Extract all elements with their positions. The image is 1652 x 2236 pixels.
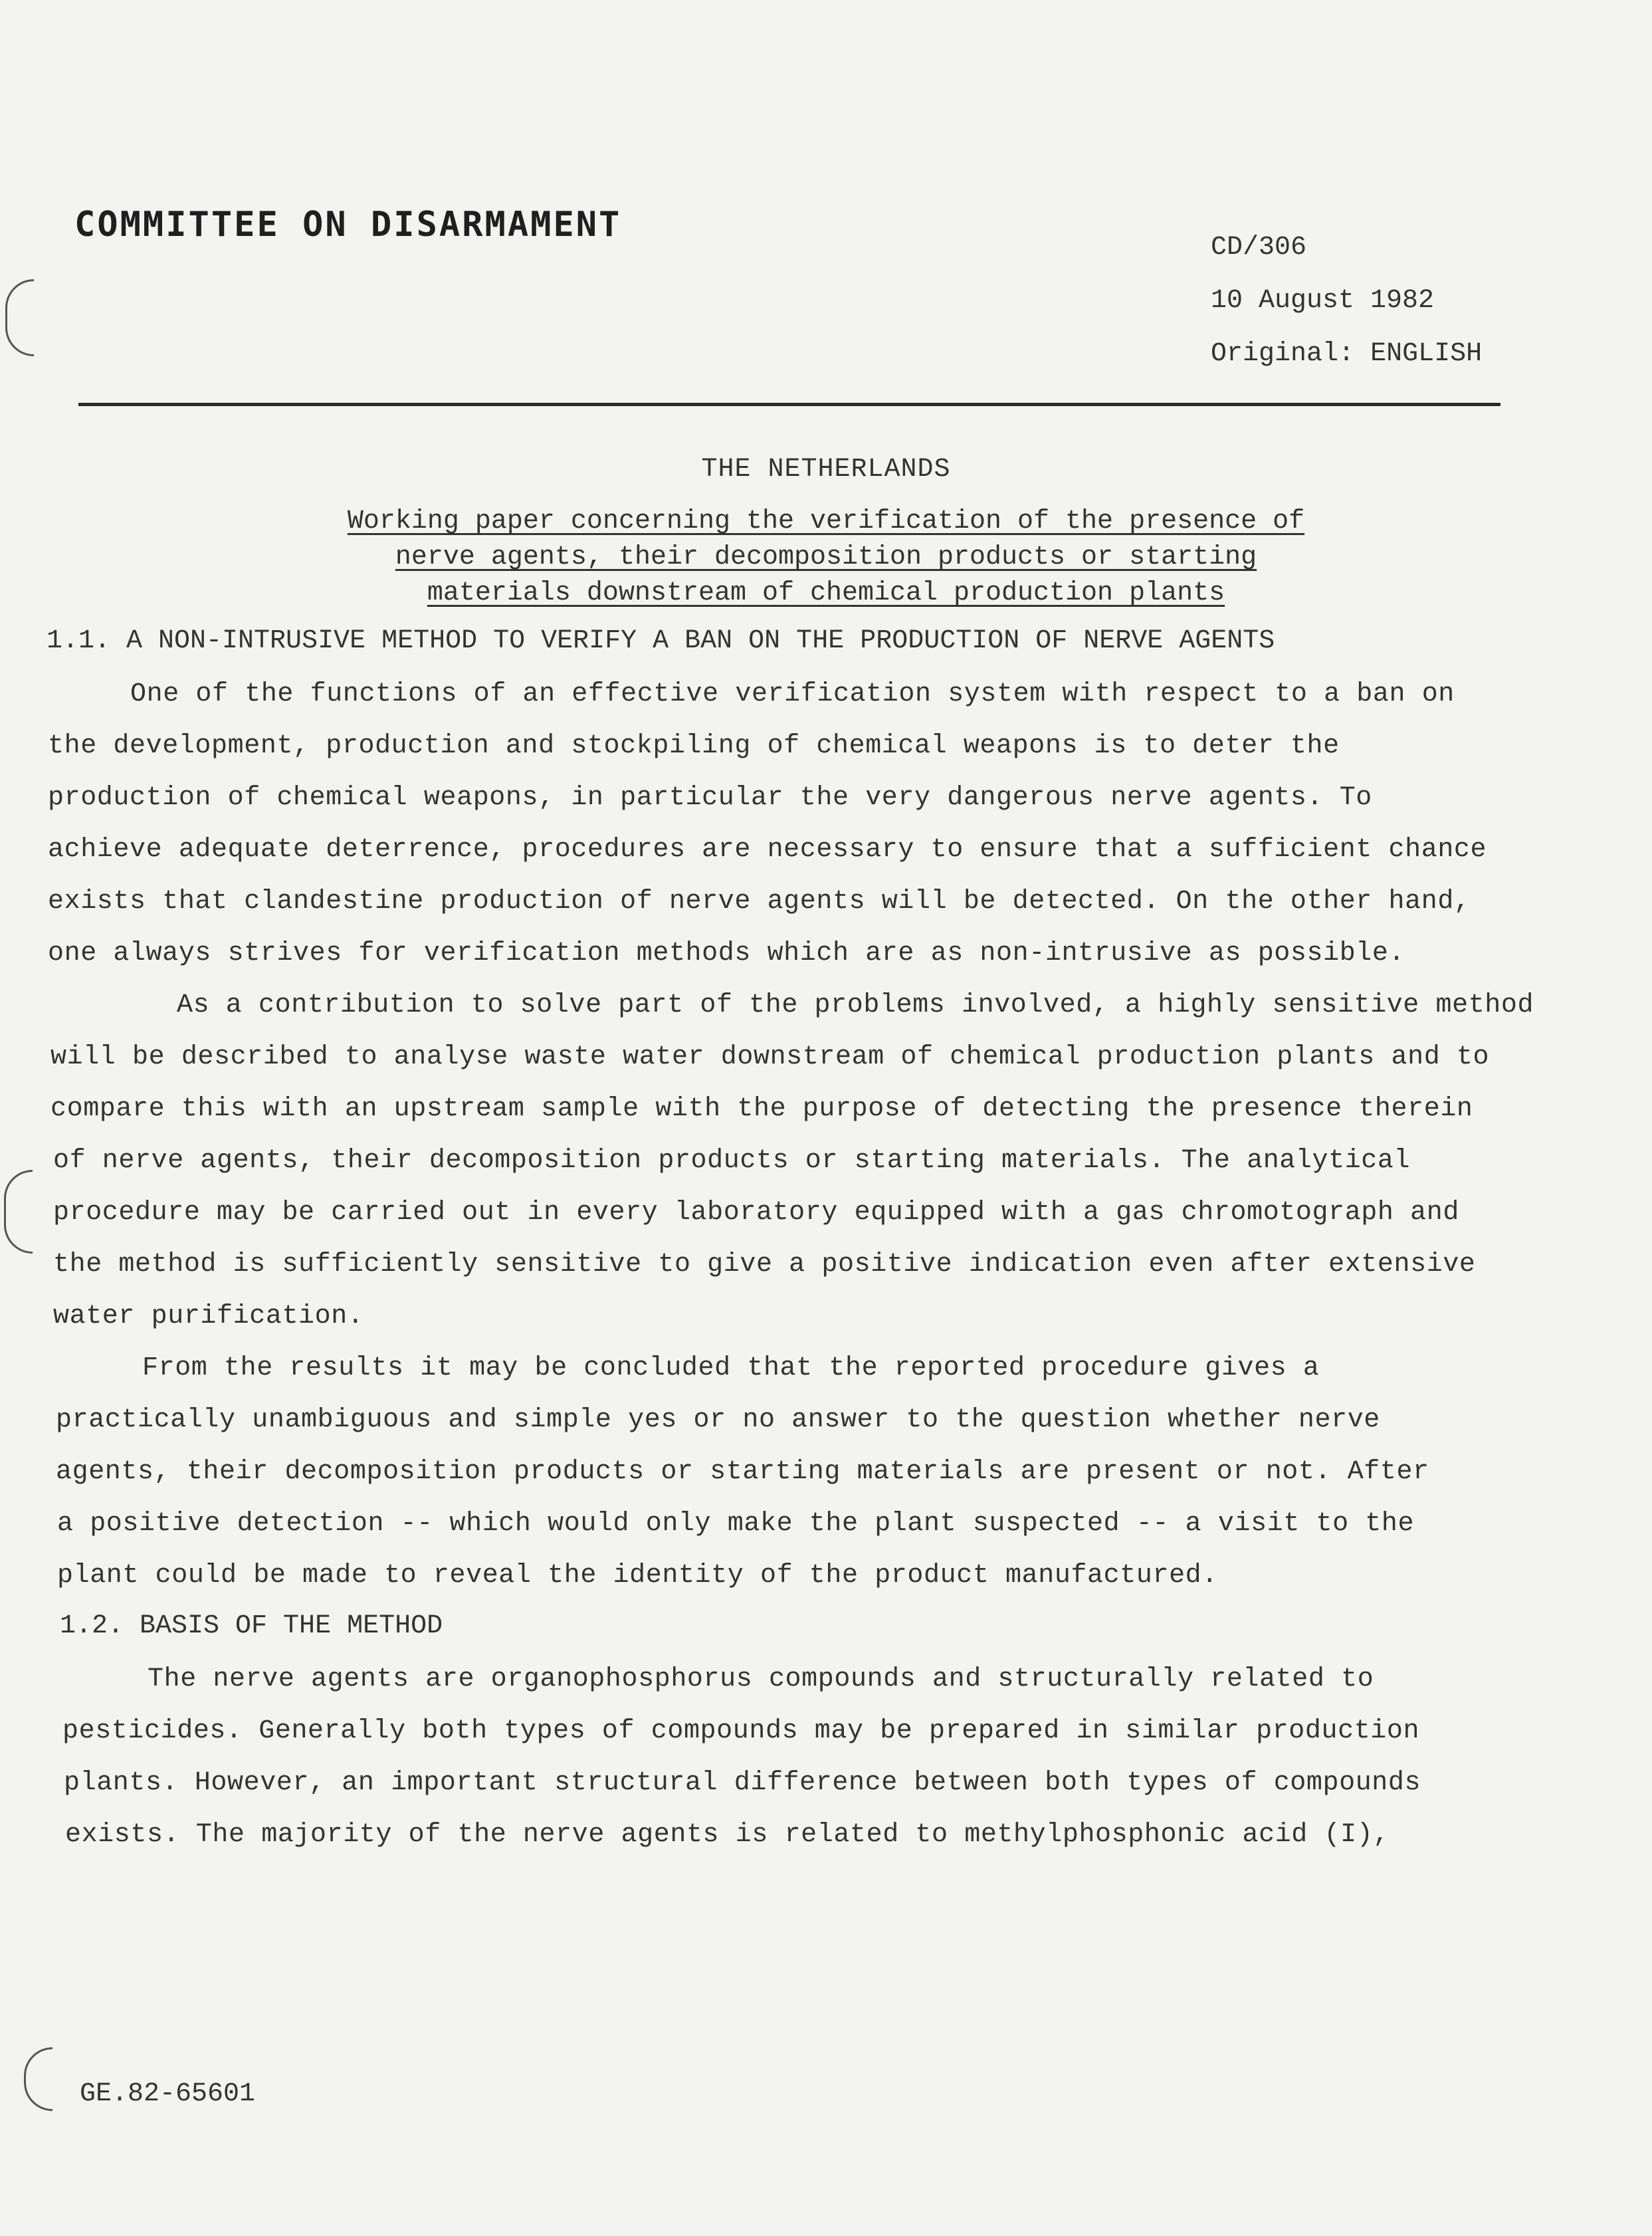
text-line: achieve adequate deterrence, procedures are necessary to ensure that a sufficient chance <box>48 835 1487 865</box>
text-line: water purification. <box>53 1301 364 1331</box>
country-heading: THE NETHERLANDS <box>701 455 951 485</box>
text-line: exists. The majority of the nerve agents is related to methylphosphonic acid (I), <box>65 1820 1390 1850</box>
title-line: materials downstream of chemical production plants <box>427 578 1225 608</box>
title-line: nerve agents, their decomposition products or starting <box>395 542 1257 572</box>
text-line: agents, their decomposition products or starting materials are present or not. After <box>56 1457 1429 1487</box>
header-rule <box>78 403 1500 406</box>
text-line: of nerve agents, their decomposition products or starting materials. The analytical <box>53 1146 1411 1176</box>
text-line: One of the functions of an effective verification system with respect to a ban on <box>130 679 1455 709</box>
text-line: production of chemical weapons, in particular the very dangerous nerve agents. To <box>48 783 1372 813</box>
text-line: plants. However, an important structural difference between both types of compounds <box>64 1768 1421 1798</box>
text-line: procedure may be carried out in every laboratory equipped with a gas chromotograph and <box>53 1198 1459 1228</box>
text-line: plant could be made to reveal the identity of the product manufactured. <box>57 1561 1218 1591</box>
text-line: pesticides. Generally both types of compounds may be prepared in similar production <box>62 1716 1420 1746</box>
text-line: a positive detection -- which would only make the plant suspected -- a visit to the <box>57 1509 1415 1539</box>
section-heading: 1.1. A NON-INTRUSIVE METHOD TO VERIFY A BAN ON THE PRODUCTION OF NERVE AGENTS <box>47 626 1275 656</box>
original-label: Original: <box>1211 339 1355 369</box>
original-language: ENGLISH <box>1370 339 1483 369</box>
text-line: exists that clandestine production of nerve agents will be detected. On the other hand, <box>48 887 1471 917</box>
text-line: practically unambiguous and simple yes or no answer to the question whether nerve <box>56 1405 1380 1435</box>
committee-name: COMMITTEE ON DISARMAMENT <box>74 205 622 245</box>
text-line: From the results it may be concluded that the reported procedure gives a <box>142 1353 1320 1383</box>
text-line: the method is sufficiently sensitive to give a positive indication even after extensive <box>53 1250 1476 1280</box>
document-code: GE.82-65601 <box>80 2079 256 2109</box>
text-line: The nerve agents are organophosphorus compounds and structurally related to <box>148 1664 1374 1694</box>
punch-hole-mark <box>4 1170 33 1254</box>
text-line: As a contribution to solve part of the problems involved, a highly sensitive method <box>177 990 1534 1020</box>
text-line: will be described to analyse waste water downstream of chemical production plants and to <box>51 1042 1490 1072</box>
section-heading: 1.2. BASIS OF THE METHOD <box>60 1611 443 1641</box>
document-date: 10 August 1982 <box>1211 286 1435 316</box>
punch-hole-mark <box>5 279 34 356</box>
title-line: Working paper concerning the verification of the presence of <box>347 506 1305 536</box>
text-line: compare this with an upstream sample with the purpose of detecting the presence therein <box>51 1094 1473 1124</box>
document-number: CD/306 <box>1211 233 1307 263</box>
text-line: the development, production and stockpiling of chemical weapons is to deter the <box>48 731 1340 761</box>
punch-hole-mark <box>24 2047 52 2111</box>
text-line: one always strives for verification methods which are as non-intrusive as possible. <box>48 939 1405 968</box>
original-language-line <box>1211 339 1482 369</box>
